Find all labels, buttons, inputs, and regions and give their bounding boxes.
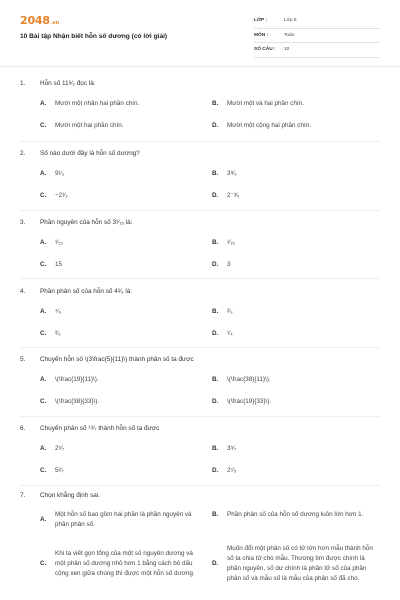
option-letter: C. [40,560,47,567]
meta-row-subject [254,29,380,44]
option-letter: D. [212,261,219,268]
option-letter: A. [40,239,47,246]
question-number: 4. [20,288,26,295]
option-letter: C. [40,261,47,268]
logo-suffix: .vn [50,20,59,26]
question-number: 1. [20,80,26,87]
option-text: \(\frac{38}{11}\). [227,376,271,383]
answer-option-a[interactable] [40,376,99,383]
page-title: 10 Bài tập Nhận biết hỗn số dương (có lời giải) [20,33,168,40]
meta-label: MÔN : [254,32,269,38]
answer-option-d[interactable] [212,544,380,584]
answer-option-a[interactable] [40,239,63,246]
option-letter: B. [212,100,219,107]
meta-row-count [254,43,380,58]
option-text: 9¹⁄₃ [55,170,65,177]
option-text: 3⁸⁄₉ [227,170,237,177]
question-number: 7. [20,492,26,499]
option-text: Mười một và hai phần chín. [227,100,304,107]
answer-option-d[interactable] [212,192,240,199]
question-text: Chuyển phân số ¹⁹⁄₇ thành hỗn số ta được [40,425,160,432]
option-letter: D. [212,122,219,129]
header-divider [0,66,400,67]
option-text: ⁴⁄₉ [55,308,62,315]
option-letter: B. [212,511,219,518]
answer-option-a[interactable] [40,308,61,315]
option-text: Muốn đổi một phân số có tử lớn hơn mẫu thành hỗn số ta chia tử cho mẫu. Thương tìm được chính là phần nguyên, số dư chính là phần tử số của phần phân số và mẫu số là mẫu của phân số đã cho. [227,545,373,582]
option-text: \(\frac{19}{11}\). [55,376,99,383]
option-letter: C. [40,122,47,129]
option-text: Mười một nhân hai phần chín. [55,100,140,107]
question-number: 2. [20,150,26,157]
question-7 [20,492,380,499]
question-text: Chọn khẳng định sai. [40,492,101,499]
option-letter: A. [40,308,47,315]
question-divider [20,141,380,142]
answer-option-c[interactable] [40,398,99,405]
question-text: Phần nguyên của hỗn số 3¹⁄₁₅ là: [40,219,133,226]
option-letter: C. [40,467,47,474]
answer-option-b[interactable] [212,239,235,246]
option-text: Mười một hai phần chín. [55,122,124,129]
answer-option-c[interactable] [40,549,200,579]
question-6 [20,425,380,432]
answer-option-b[interactable] [212,376,271,383]
answer-option-a[interactable] [40,510,200,530]
option-text: 5²⁄₇ [55,467,64,474]
option-text: 15 [55,261,63,268]
meta-label: LỚP : [254,18,268,24]
answer-option-d[interactable] [212,261,231,268]
option-text: 3 [227,261,231,268]
meta-value: Lớp 6 [284,18,297,24]
option-text: ¹⁄₁₅ [227,239,235,246]
answer-option-c[interactable] [40,330,61,337]
question-number: 6. [20,425,26,432]
question-divider [20,210,380,211]
question-text: Phần phân số của hỗn số 4²⁄₉ là: [40,288,133,295]
answer-option-c[interactable] [40,122,124,129]
answer-option-c[interactable] [40,192,68,199]
option-text: 2⁻³⁄₅ [227,192,240,199]
page-header [0,0,400,58]
option-text: ¹⁄₁₅ [55,239,63,246]
answer-option-c[interactable] [40,467,64,474]
answer-option-b[interactable] [212,100,304,107]
option-text: \(\frac{19}{33}\). [227,398,272,405]
question-divider [20,278,380,279]
option-letter: B. [212,170,219,177]
option-text: Một hỗn số bao gồm hai phần là phần nguyên và phần phân số. [55,511,192,528]
question-text: Số nào dưới đây là hỗn số dương? [40,150,140,157]
answer-option-d[interactable] [212,122,311,129]
option-text: ²⁄₉ [55,330,61,337]
option-text: ²⁄₉ [227,308,233,315]
option-text: −2¹⁄₂ [55,192,68,199]
option-text: \(\frac{38}{33}\). [55,398,100,405]
question-number: 5. [20,356,26,363]
site-logo[interactable] [20,14,59,27]
option-text: Phần phân số của hỗn số dương luôn lớn hơn 1. [227,511,364,518]
question-divider [20,416,380,417]
option-letter: B. [212,376,219,383]
option-letter: C. [40,398,47,405]
answer-option-b[interactable] [212,170,237,177]
question-1 [20,80,380,87]
answer-option-d[interactable] [212,330,233,337]
option-letter: D. [212,467,219,474]
answer-option-b[interactable] [212,510,380,520]
answer-option-b[interactable] [212,445,236,452]
question-divider [20,347,380,348]
meta-info-box [254,14,380,58]
answer-option-a[interactable] [40,170,64,177]
question-3 [20,219,380,226]
option-letter: B. [212,308,219,315]
answer-option-d[interactable] [212,398,271,405]
question-2 [20,150,380,157]
question-4 [20,288,380,295]
option-letter: C. [40,330,47,337]
option-letter: A. [40,376,47,383]
question-text: Chuyển hỗn số \(3\frac{5}{11}\) thành phân số ta được [40,356,194,363]
answer-option-c[interactable] [40,261,62,268]
option-letter: D. [212,330,219,337]
question-5 [20,356,380,363]
option-letter: A. [40,100,47,107]
question-number: 3. [20,219,26,226]
answer-option-d[interactable] [212,467,236,474]
option-text: Mười một cộng hai phần chín. [227,122,311,129]
logo-text: 2048 [20,14,50,27]
option-letter: A. [40,170,47,177]
option-text: ¹⁄₄ [227,330,233,337]
option-text: Khi ta viết gọn tổng của một số nguyên dương và một phân số dương nhỏ hơn 1 bằng cách bỏ dấu cộng xen giữa chúng thì được một hỗn số dương. [55,550,195,577]
meta-label: SỐ CÂU : [254,47,276,53]
answer-option-b[interactable] [212,308,233,315]
question-text: Hỗn số 11⁸⁄₉ đọc là: [40,80,96,87]
meta-value: 10 [284,47,290,53]
option-letter: B. [212,239,219,246]
meta-value: Toán [284,32,295,38]
option-letter: B. [212,445,219,452]
option-letter: D. [212,560,219,567]
meta-row-class [254,14,380,29]
option-letter: D. [212,192,219,199]
answer-option-a[interactable] [40,445,64,452]
option-letter: A. [40,445,47,452]
answer-option-a[interactable] [40,100,139,107]
question-divider [20,485,380,486]
option-text: 3⁵⁄₇ [227,445,237,452]
option-letter: C. [40,192,47,199]
option-letter: D. [212,398,219,405]
option-text: 2⁷⁄₅ [227,467,237,474]
option-letter: A. [40,516,47,523]
option-text: 2⁵⁄₇ [55,445,65,452]
